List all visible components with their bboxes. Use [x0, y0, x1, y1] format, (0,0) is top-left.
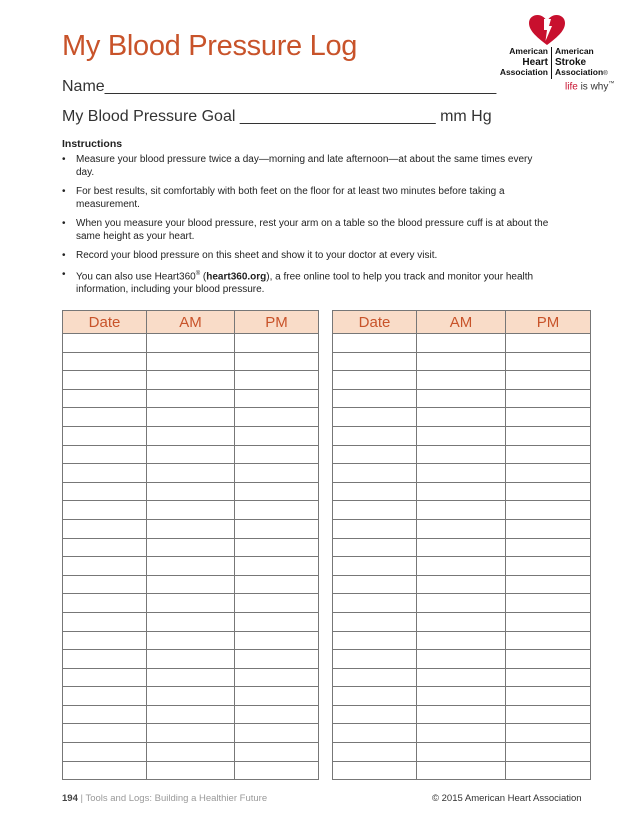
pm-entry-cell[interactable] [235, 743, 319, 762]
am-entry-cell[interactable] [417, 426, 506, 445]
am-entry-cell[interactable] [147, 705, 235, 724]
am-entry-cell[interactable] [417, 352, 506, 371]
table-row [333, 687, 591, 706]
pm-entry-cell[interactable] [235, 519, 319, 538]
pm-entry-cell[interactable] [235, 538, 319, 557]
pm-entry-cell[interactable] [506, 501, 591, 520]
date-entry-cell[interactable] [333, 519, 417, 538]
log-table-right [332, 310, 591, 780]
date-entry-cell[interactable] [63, 705, 147, 724]
pm-entry-cell[interactable] [235, 445, 319, 464]
am-entry-cell[interactable] [147, 501, 235, 520]
table-row [333, 650, 591, 669]
table-row [63, 519, 319, 538]
date-entry-cell[interactable] [63, 724, 147, 743]
pm-entry-cell[interactable] [506, 538, 591, 557]
aha-logo [490, 14, 615, 106]
am-entry-cell[interactable] [417, 482, 506, 501]
date-entry-cell[interactable] [333, 445, 417, 464]
footer-copyright: © 2015 American Heart Association [432, 793, 582, 804]
name-field-line [62, 78, 496, 96]
table-row [63, 743, 319, 762]
pm-entry-cell[interactable] [235, 668, 319, 687]
table-row [333, 389, 591, 408]
table-row [333, 538, 591, 557]
date-entry-cell[interactable] [63, 408, 147, 427]
table-row [333, 668, 591, 687]
table-header-row [333, 311, 591, 334]
table-row [333, 426, 591, 445]
am-entry-cell[interactable] [147, 594, 235, 613]
pm-entry-cell[interactable] [235, 612, 319, 631]
date-entry-cell[interactable] [63, 389, 147, 408]
am-entry-cell[interactable] [417, 538, 506, 557]
pm-entry-cell[interactable] [506, 668, 591, 687]
date-entry-cell[interactable] [63, 557, 147, 576]
table-row [333, 631, 591, 650]
table-row [63, 464, 319, 483]
pm-entry-cell[interactable] [506, 631, 591, 650]
date-entry-cell[interactable] [333, 371, 417, 390]
table-row [333, 575, 591, 594]
table-row [333, 464, 591, 483]
am-entry-cell[interactable] [147, 538, 235, 557]
table-row [333, 445, 591, 464]
book-title-bold: Tools and Logs: [85, 793, 152, 804]
log-table-left [62, 310, 319, 780]
am-entry-cell[interactable] [417, 389, 506, 408]
date-entry-cell[interactable] [63, 687, 147, 706]
pm-entry-cell[interactable] [506, 594, 591, 613]
table-row [63, 705, 319, 724]
date-entry-cell[interactable] [333, 705, 417, 724]
am-entry-cell[interactable] [417, 445, 506, 464]
pm-entry-cell[interactable] [506, 464, 591, 483]
logo-tagline: life is why™ [565, 81, 615, 93]
am-entry-cell[interactable] [147, 352, 235, 371]
date-entry-cell[interactable] [333, 334, 417, 353]
date-entry-cell[interactable] [63, 501, 147, 520]
date-entry-cell[interactable] [333, 482, 417, 501]
am-entry-cell[interactable] [147, 482, 235, 501]
table-row [333, 334, 591, 353]
am-entry-cell[interactable] [417, 334, 506, 353]
pm-entry-cell[interactable] [235, 575, 319, 594]
table-row [63, 650, 319, 669]
pm-entry-cell[interactable] [235, 389, 319, 408]
date-entry-cell[interactable] [333, 761, 417, 780]
column-header-pm: PM [235, 311, 319, 334]
date-entry-cell[interactable] [63, 743, 147, 762]
pm-entry-cell[interactable] [235, 761, 319, 780]
table-row [333, 594, 591, 613]
table-row [63, 724, 319, 743]
pm-entry-cell[interactable] [235, 650, 319, 669]
am-entry-cell[interactable] [147, 371, 235, 390]
pm-entry-cell[interactable] [235, 501, 319, 520]
table-row [63, 631, 319, 650]
am-entry-cell[interactable] [147, 334, 235, 353]
am-entry-cell[interactable] [147, 408, 235, 427]
am-entry-cell[interactable] [147, 724, 235, 743]
table-row [63, 445, 319, 464]
instructions-list [62, 153, 552, 296]
logo-stroke-association: American Stroke Association® [555, 46, 608, 77]
am-entry-cell[interactable] [147, 761, 235, 780]
date-entry-cell[interactable] [333, 612, 417, 631]
page-title: My Blood Pressure Log [62, 30, 358, 62]
pm-entry-cell[interactable] [506, 408, 591, 427]
table-row [333, 352, 591, 371]
pm-entry-cell[interactable] [235, 408, 319, 427]
pm-entry-cell[interactable] [506, 371, 591, 390]
pm-entry-cell[interactable] [506, 575, 591, 594]
table-row [333, 612, 591, 631]
am-entry-cell[interactable] [417, 650, 506, 669]
am-entry-cell[interactable] [147, 668, 235, 687]
pm-entry-cell[interactable] [506, 334, 591, 353]
pm-entry-cell[interactable] [235, 334, 319, 353]
table-row [63, 557, 319, 576]
table-row [63, 334, 319, 353]
table-row [333, 743, 591, 762]
date-entry-cell[interactable] [333, 724, 417, 743]
date-entry-cell[interactable] [63, 668, 147, 687]
am-entry-cell[interactable] [417, 743, 506, 762]
table-row [333, 724, 591, 743]
instructions-heading: Instructions [62, 138, 123, 150]
table-row [63, 668, 319, 687]
date-entry-cell[interactable] [63, 612, 147, 631]
am-entry-cell[interactable] [417, 594, 506, 613]
heart360-link[interactable]: heart360.org [206, 271, 267, 283]
instruction-item: • Measure your blood pressure twice a day—morning and late afternoon—at about the same times every day. [62, 153, 552, 179]
pm-entry-cell[interactable] [235, 371, 319, 390]
table-row [333, 482, 591, 501]
name-blank: ____________________________________________ [104, 78, 497, 95]
table-row [63, 482, 319, 501]
table-row [63, 612, 319, 631]
am-entry-cell[interactable] [417, 668, 506, 687]
date-entry-cell[interactable] [63, 464, 147, 483]
pm-entry-cell[interactable] [506, 482, 591, 501]
am-entry-cell[interactable] [417, 371, 506, 390]
date-entry-cell[interactable] [333, 594, 417, 613]
pm-entry-cell[interactable] [235, 464, 319, 483]
instruction-item-heart360: • You can also use Heart360® (heart360.org), a free online tool to help you track and monitor your health information, including your blood pressure. [62, 268, 552, 296]
date-entry-cell[interactable] [63, 761, 147, 780]
pm-entry-cell[interactable] [506, 426, 591, 445]
date-entry-cell[interactable] [63, 650, 147, 669]
date-entry-cell[interactable] [333, 575, 417, 594]
pm-entry-cell[interactable] [235, 687, 319, 706]
goal-label: My Blood Pressure Goal [62, 108, 236, 125]
pm-entry-cell[interactable] [235, 594, 319, 613]
am-entry-cell[interactable] [417, 631, 506, 650]
pm-entry-cell[interactable] [506, 687, 591, 706]
column-header-am: AM [417, 311, 506, 334]
am-entry-cell[interactable] [147, 464, 235, 483]
date-entry-cell[interactable] [333, 557, 417, 576]
table-row [333, 761, 591, 780]
instruction-item: • Record your blood pressure on this sheet and show it to your doctor at every visit. [62, 249, 552, 262]
date-entry-cell[interactable] [333, 631, 417, 650]
am-entry-cell[interactable] [417, 557, 506, 576]
am-entry-cell[interactable] [417, 761, 506, 780]
date-entry-cell[interactable] [333, 464, 417, 483]
am-entry-cell[interactable] [417, 519, 506, 538]
column-header-date: Date [63, 311, 147, 334]
date-entry-cell[interactable] [63, 334, 147, 353]
footer-page-info: 194 | Tools and Logs: Building a Healthier Future [62, 793, 268, 804]
goal-field-line [62, 108, 492, 126]
pm-entry-cell[interactable] [235, 705, 319, 724]
table-row [333, 501, 591, 520]
table-row [63, 389, 319, 408]
table-row [63, 371, 319, 390]
logo-heart-association: American Heart Association [490, 47, 552, 79]
pm-entry-cell[interactable] [506, 557, 591, 576]
pm-entry-cell[interactable] [506, 519, 591, 538]
goal-unit: mm Hg [440, 108, 492, 125]
am-entry-cell[interactable] [417, 575, 506, 594]
heart-torch-icon [527, 14, 567, 46]
table-row [333, 371, 591, 390]
pm-entry-cell[interactable] [506, 761, 591, 780]
book-title: Building a Healthier Future [151, 793, 268, 804]
table-row [63, 575, 319, 594]
table-row [333, 705, 591, 724]
table-row [333, 408, 591, 427]
table-row [63, 501, 319, 520]
am-entry-cell[interactable] [417, 408, 506, 427]
date-entry-cell[interactable] [333, 501, 417, 520]
pm-entry-cell[interactable] [506, 724, 591, 743]
pm-entry-cell[interactable] [506, 705, 591, 724]
am-entry-cell[interactable] [147, 650, 235, 669]
date-entry-cell[interactable] [63, 371, 147, 390]
date-entry-cell[interactable] [63, 426, 147, 445]
date-entry-cell[interactable] [333, 538, 417, 557]
table-row [63, 594, 319, 613]
pm-entry-cell[interactable] [506, 650, 591, 669]
date-entry-cell[interactable] [333, 352, 417, 371]
pm-entry-cell[interactable] [506, 612, 591, 631]
am-entry-cell[interactable] [417, 705, 506, 724]
table-row [63, 761, 319, 780]
am-entry-cell[interactable] [147, 519, 235, 538]
pm-entry-cell[interactable] [235, 724, 319, 743]
am-entry-cell[interactable] [417, 501, 506, 520]
date-entry-cell[interactable] [333, 668, 417, 687]
date-entry-cell[interactable] [63, 631, 147, 650]
date-entry-cell[interactable] [63, 575, 147, 594]
instructions-section [62, 138, 552, 302]
column-header-pm: PM [506, 311, 591, 334]
am-entry-cell[interactable] [417, 464, 506, 483]
am-entry-cell[interactable] [147, 743, 235, 762]
pm-entry-cell[interactable] [235, 482, 319, 501]
pm-entry-cell[interactable] [506, 445, 591, 464]
am-entry-cell[interactable] [147, 631, 235, 650]
date-entry-cell[interactable] [63, 445, 147, 464]
date-entry-cell[interactable] [333, 408, 417, 427]
table-header-row [63, 311, 319, 334]
date-entry-cell[interactable] [333, 650, 417, 669]
date-entry-cell[interactable] [63, 482, 147, 501]
table-row [333, 557, 591, 576]
logo-org-names [490, 47, 610, 79]
am-entry-cell[interactable] [147, 557, 235, 576]
date-entry-cell[interactable] [63, 352, 147, 371]
am-entry-cell[interactable] [417, 724, 506, 743]
column-header-am: AM [147, 311, 235, 334]
pm-entry-cell[interactable] [235, 352, 319, 371]
am-entry-cell[interactable] [147, 445, 235, 464]
date-entry-cell[interactable] [63, 519, 147, 538]
am-entry-cell[interactable] [147, 612, 235, 631]
am-entry-cell[interactable] [147, 389, 235, 408]
name-label: Name [62, 78, 105, 95]
page-number: 194 [62, 793, 78, 804]
date-entry-cell[interactable] [333, 426, 417, 445]
pm-entry-cell[interactable] [506, 389, 591, 408]
am-entry-cell[interactable] [147, 426, 235, 445]
am-entry-cell[interactable] [147, 687, 235, 706]
pm-entry-cell[interactable] [506, 352, 591, 371]
table-row [63, 538, 319, 557]
am-entry-cell[interactable] [147, 575, 235, 594]
instruction-item: • For best results, sit comfortably with both feet on the floor for at least two minutes before taking a measurement. [62, 185, 552, 211]
date-entry-cell[interactable] [333, 687, 417, 706]
pm-entry-cell[interactable] [235, 557, 319, 576]
date-entry-cell[interactable] [333, 743, 417, 762]
goal-blank: ______________________ [239, 108, 436, 125]
table-row [333, 519, 591, 538]
table-row [63, 426, 319, 445]
instruction-item: • When you measure your blood pressure, rest your arm on a table so the blood pressure cuff is at about the same height as your heart. [62, 217, 552, 243]
pm-entry-cell[interactable] [506, 743, 591, 762]
date-entry-cell[interactable] [63, 538, 147, 557]
pm-entry-cell[interactable] [235, 426, 319, 445]
table-row [63, 352, 319, 371]
table-row [63, 408, 319, 427]
am-entry-cell[interactable] [417, 612, 506, 631]
date-entry-cell[interactable] [63, 594, 147, 613]
am-entry-cell[interactable] [417, 687, 506, 706]
date-entry-cell[interactable] [333, 389, 417, 408]
column-header-date: Date [333, 311, 417, 334]
pm-entry-cell[interactable] [235, 631, 319, 650]
table-row [63, 687, 319, 706]
